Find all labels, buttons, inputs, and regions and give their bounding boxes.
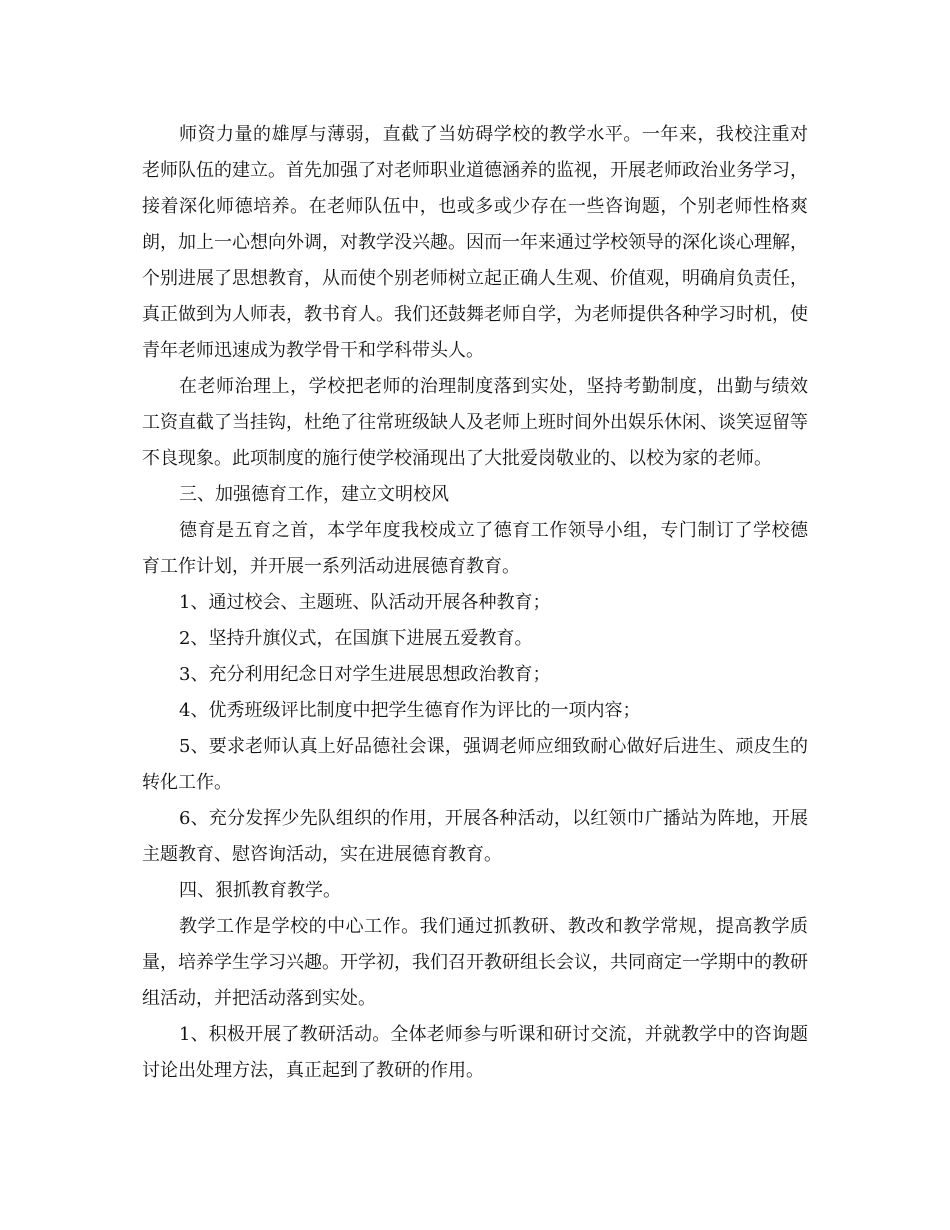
list-item-4: 4、优秀班级评比制度中把学生德育作为评比的一项内容； xyxy=(179,700,641,721)
paragraph-moral-education-intro: 德育是五育之首，本学年度我校成立了德育工作领导小组，专门制订了学校德育工作计划，并开展一系列活动进展德育教育。 xyxy=(142,520,808,577)
list-item-3: 3、充分利用纪念日对学生进展思想政治教育； xyxy=(179,664,551,685)
section-heading-moral-education: 三、加强德育工作，建立文明校风 xyxy=(179,484,449,505)
paragraph-teacher-management: 在老师治理上，学校把老师的治理制度落到实处，坚持考勤制度，出勤与绩效工资直截了当挂钩，杜绝了往常班级缺人及老师上班时间外出娱乐休闲、谈笑逗留等不良现象。此项制度的施行使学校涌现出了大批爱岗敬业的、以校为家的老师。 xyxy=(142,376,808,469)
list-item-teaching-1: 1、积极开展了教研活动。全体老师参与听课和研讨交流，并就教学中的咨询题讨论出处理方法，真正起到了教研的作用。 xyxy=(142,1024,808,1081)
list-item-6: 6、充分发挥少先队组织的作用，开展各种活动，以红领巾广播站为阵地，开展主题教育、慰咨询活动，实在进展德育教育。 xyxy=(142,808,808,865)
section-heading-teaching: 四、狠抓教育教学。 xyxy=(179,880,341,901)
paragraph-teacher-quality: 师资力量的雄厚与薄弱，直截了当妨碍学校的教学水平。一年来，我校注重对老师队伍的建立。首先加强了对老师职业道德涵养的监视，开展老师政治业务学习，接着深化师德培养。在老师队伍中，也或多或少存在一些咨询题，个别老师性格爽朗，加上一心想向外调，对教学没兴趣。因而一年来通过学校领导的深化谈心理解，个别进展了思想教育，从而使个别老师树立起正确人生观、价值观，明确肩负责任，真正做到为人师表，教书育人。我们还鼓舞老师自学，为老师提供各种学习时机，使青年老师迅速成为教学骨干和学科带头人。 xyxy=(142,124,808,361)
list-item-5: 5、要求老师认真上好品德社会课，强调老师应细致耐心做好后进生、顽皮生的转化工作。 xyxy=(142,736,808,793)
document-body xyxy=(142,117,808,1089)
list-item-2: 2、坚持升旗仪式，在国旗下进展五爱教育。 xyxy=(179,628,533,649)
list-item-1: 1、通过校会、主题班、队活动开展各种教育； xyxy=(179,592,551,613)
paragraph-teaching-intro: 教学工作是学校的中心工作。我们通过抓教研、教改和教学常规，提高教学质量，培养学生学习兴趣。开学初，我们召开教研组长会议，共同商定一学期中的教研组活动，并把活动落到实处。 xyxy=(142,916,808,1009)
